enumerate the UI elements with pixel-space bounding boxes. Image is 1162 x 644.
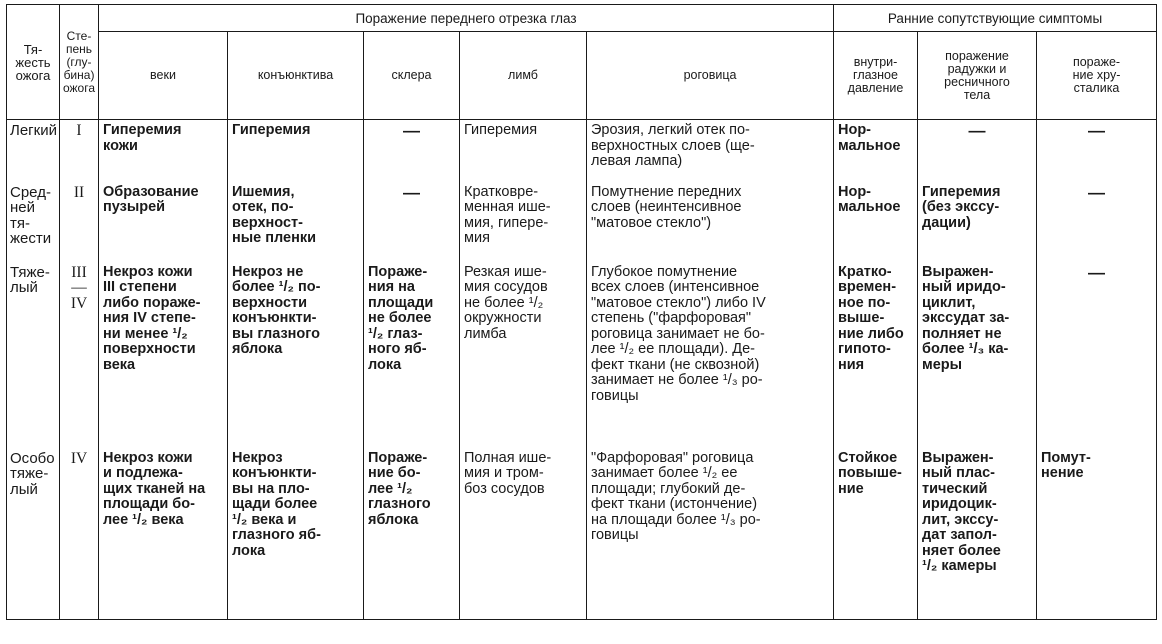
cell-iris: Выражен- ный плас- тический иридоцик- лит, экссу- дат запол- няет более ¹/₂ камеры (918, 448, 1037, 620)
cell-eyelids: Гиперемия кожи (99, 120, 228, 182)
header-iop: внутри- глазное давление (834, 32, 918, 120)
cell-severity: Особо тяже- лый (7, 448, 60, 620)
header-severity: Тя- жесть ожога (7, 5, 60, 120)
cell-iris: — (918, 120, 1037, 182)
cell-sclera: Пораже- ния на площади не более ¹/₂ глаз- ного яб- лока (364, 262, 460, 448)
cell-iop: Нор- мальное (834, 182, 918, 262)
table-row (7, 182, 1157, 262)
cell-eyelids: Некроз кожи и подлежа- щих тканей на площади бо- лее ¹/₂ века (99, 448, 228, 620)
cell-lens: — (1037, 182, 1157, 262)
cell-limbus: Гиперемия (460, 120, 587, 182)
cell-eyelids: Образование пузырей (99, 182, 228, 262)
cell-degree: I (60, 120, 99, 182)
cell-degree: II (60, 182, 99, 262)
header-conjunctiva: конъюнктива (228, 32, 364, 120)
cell-limbus: Полная ише- мия и тром- боз сосудов (460, 448, 587, 620)
cell-cornea: Глубокое помутнение всех слоев (интенсивное "матовое стекло") либо IV степень ("фарфоровая" роговица занимает не бо- лее ¹/₂ ее площади). Де- фект ткани (не сквозной) занимает не более ¹/₃ ро- говицы (587, 262, 834, 448)
header-early-symptoms: Ранние сопутствующие симптомы (834, 5, 1157, 32)
cell-iris: Гиперемия (без экссу- дации) (918, 182, 1037, 262)
header-anterior-segment: Поражение переднего отрезка глаз (99, 5, 834, 32)
header-degree: Сте- пень (глу- бина) ожога (60, 5, 99, 120)
header-limbus: лимб (460, 32, 587, 120)
cell-iop: Нор- мальное (834, 120, 918, 182)
header-eyelids: веки (99, 32, 228, 120)
cell-degree: IV (60, 448, 99, 620)
cell-sclera: Пораже- ние бо- лее ¹/₂ глазного яблока (364, 448, 460, 620)
cell-limbus: Кратковре- менная ише- мия, гипере- мия (460, 182, 587, 262)
header-iris-ciliary: поражение радужки и ресничного тела (918, 32, 1037, 120)
cell-cornea: Помутнение передних слоев (неинтенсивное "матовое стекло") (587, 182, 834, 262)
cell-lens: — (1037, 120, 1157, 182)
cell-degree: III— IV (60, 262, 99, 448)
header-cornea: роговица (587, 32, 834, 120)
cell-limbus: Резкая ише- мия сосудов не более ¹/₂ окружности лимба (460, 262, 587, 448)
cell-conjunctiva: Ишемия, отек, по- верхност- ные пленки (228, 182, 364, 262)
cell-conjunctiva: Некроз не более ¹/₂ по- верхности конъюнкти- вы глазного яблока (228, 262, 364, 448)
cell-lens: — (1037, 262, 1157, 448)
cell-conjunctiva: Гиперемия (228, 120, 364, 182)
cell-sclera: — (364, 120, 460, 182)
cell-severity: Сред- ней тя- жести (7, 182, 60, 262)
table-row (7, 262, 1157, 448)
table-row (7, 448, 1157, 620)
header-sclera: склера (364, 32, 460, 120)
cell-severity: Легкий (7, 120, 60, 182)
cell-cornea: "Фарфоровая" роговица занимает более ¹/₂ ее площади; глубокий де- фект ткани (истончение) на площади более ¹/₃ ро- говицы (587, 448, 834, 620)
cell-iop: Стойкое повыше- ние (834, 448, 918, 620)
cell-conjunctiva: Некроз конъюнкти- вы на пло- щади более ¹/₂ века и глазного яб- лока (228, 448, 364, 620)
cell-eyelids: Некроз кожи III степени либо пораже- ния IV степе- ни менее ¹/₂ поверхности века (99, 262, 228, 448)
table-row (7, 120, 1157, 182)
header-lens: пораже- ние хру- сталика (1037, 32, 1157, 120)
burn-severity-table (6, 4, 1157, 620)
cell-iop: Кратко- времен- ное по- выше- ние либо гипото- ния (834, 262, 918, 448)
cell-cornea: Эрозия, легкий отек по- верхностных слоев (ще- левая лампа) (587, 120, 834, 182)
cell-iris: Выражен- ный иридо- циклит, экссудат за- полняет не более ¹/₃ ка- меры (918, 262, 1037, 448)
cell-sclera: — (364, 182, 460, 262)
cell-lens: Помут- нение (1037, 448, 1157, 620)
cell-severity: Тяже- лый (7, 262, 60, 448)
